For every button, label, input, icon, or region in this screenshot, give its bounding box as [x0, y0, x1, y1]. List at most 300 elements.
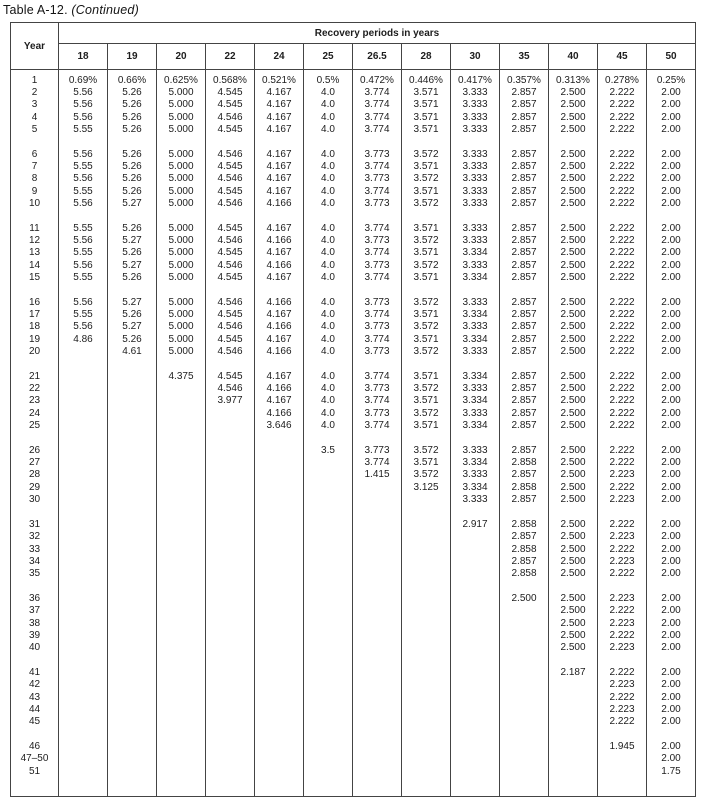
value-cell — [59, 593, 108, 605]
spacer-cell — [206, 137, 255, 149]
value-cell: 2.222 — [598, 297, 647, 309]
value-cell: 4.0 — [304, 235, 353, 247]
year-cell: 1 — [11, 75, 59, 87]
spacer-cell — [108, 137, 157, 149]
value-cell: 2.00 — [647, 482, 696, 494]
year-cell: 46 — [11, 741, 59, 753]
table-title — [3, 3, 139, 17]
table-row — [11, 247, 696, 259]
value-cell: 4.166 — [255, 408, 304, 420]
value-cell: 5.26 — [108, 87, 157, 99]
spacer-cell — [402, 655, 451, 667]
spacer-cell — [500, 211, 549, 223]
value-cell: 5.56 — [59, 87, 108, 99]
table-row — [11, 716, 696, 728]
value-cell — [304, 716, 353, 728]
year-cell: 45 — [11, 716, 59, 728]
value-cell: 4.0 — [304, 161, 353, 173]
value-cell — [255, 753, 304, 765]
value-cell: 2.857 — [500, 445, 549, 457]
spacer-cell — [451, 359, 500, 371]
spacer-cell — [108, 581, 157, 593]
value-cell: 2.857 — [500, 112, 549, 124]
value-cell: 4.167 — [255, 395, 304, 407]
value-cell: 4.167 — [255, 87, 304, 99]
value-cell: 4.0 — [304, 297, 353, 309]
value-cell: 2.500 — [549, 247, 598, 259]
value-cell: 3.333 — [451, 198, 500, 210]
spacer-cell — [451, 729, 500, 741]
year-cell: 16 — [11, 297, 59, 309]
value-cell: 2.857 — [500, 186, 549, 198]
recovery-periods-header: Recovery periods in years — [59, 23, 696, 44]
value-cell — [59, 395, 108, 407]
value-cell: 5.000 — [157, 87, 206, 99]
value-cell: 0.446% — [402, 75, 451, 87]
value-cell: 5.000 — [157, 223, 206, 235]
value-cell: 5.56 — [59, 173, 108, 185]
value-cell — [304, 679, 353, 691]
value-cell: 2.00 — [647, 99, 696, 111]
spacer-cell — [206, 285, 255, 297]
value-cell: 2.223 — [598, 556, 647, 568]
value-cell — [59, 519, 108, 531]
spacer-cell — [255, 507, 304, 519]
value-cell: 4.0 — [304, 395, 353, 407]
spacer-cell — [353, 655, 402, 667]
value-cell — [500, 704, 549, 716]
value-cell — [353, 630, 402, 642]
year-cell: 32 — [11, 531, 59, 543]
value-cell — [59, 383, 108, 395]
year-cell: 4 — [11, 112, 59, 124]
value-cell: 2.500 — [549, 408, 598, 420]
value-cell: 2.00 — [647, 161, 696, 173]
value-cell: 4.166 — [255, 346, 304, 358]
value-cell: 2.917 — [451, 519, 500, 531]
value-cell: 2.222 — [598, 667, 647, 679]
value-cell — [304, 667, 353, 679]
value-cell — [255, 630, 304, 642]
value-cell — [304, 753, 353, 765]
table-row — [11, 321, 696, 333]
value-cell: 2.00 — [647, 235, 696, 247]
block-gap-row — [11, 137, 696, 149]
value-cell: 3.773 — [353, 198, 402, 210]
value-cell: 2.500 — [549, 173, 598, 185]
value-cell — [255, 667, 304, 679]
value-cell: 3.571 — [402, 87, 451, 99]
value-cell: 2.223 — [598, 679, 647, 691]
value-cell: 2.00 — [647, 173, 696, 185]
value-cell — [157, 704, 206, 716]
value-cell — [59, 618, 108, 630]
spacer-cell — [108, 285, 157, 297]
value-cell: 4.0 — [304, 334, 353, 346]
spacer-cell — [647, 285, 696, 297]
value-cell: 4.545 — [206, 371, 255, 383]
value-cell — [206, 766, 255, 778]
value-cell: 2.222 — [598, 371, 647, 383]
value-cell — [353, 544, 402, 556]
value-cell — [108, 679, 157, 691]
value-cell: 1.945 — [598, 741, 647, 753]
value-cell — [255, 679, 304, 691]
value-cell — [59, 667, 108, 679]
value-cell: 3.572 — [402, 149, 451, 161]
value-cell: 2.857 — [500, 198, 549, 210]
value-cell: 4.0 — [304, 99, 353, 111]
value-cell: 2.223 — [598, 618, 647, 630]
table-row — [11, 753, 696, 765]
value-cell — [304, 704, 353, 716]
value-cell: 2.857 — [500, 235, 549, 247]
value-cell: 4.0 — [304, 272, 353, 284]
year-cell: 44 — [11, 704, 59, 716]
value-cell — [451, 704, 500, 716]
year-cell: 33 — [11, 544, 59, 556]
year-cell: 22 — [11, 383, 59, 395]
year-cell: 30 — [11, 494, 59, 506]
value-cell — [108, 395, 157, 407]
value-cell — [500, 618, 549, 630]
value-cell — [500, 716, 549, 728]
value-cell — [157, 469, 206, 481]
year-cell: 26 — [11, 445, 59, 457]
table-row — [11, 420, 696, 432]
year-cell: 14 — [11, 260, 59, 272]
year-cell: 8 — [11, 173, 59, 185]
spacer-cell — [11, 507, 59, 519]
value-cell: 2.222 — [598, 568, 647, 580]
spacer-cell — [11, 211, 59, 223]
spacer-cell — [451, 433, 500, 445]
value-cell: 2.222 — [598, 223, 647, 235]
value-cell — [157, 642, 206, 654]
value-cell — [549, 704, 598, 716]
value-cell — [451, 667, 500, 679]
value-cell: 2.00 — [647, 297, 696, 309]
value-cell — [402, 667, 451, 679]
value-cell: 2.222 — [598, 519, 647, 531]
value-cell: 2.500 — [549, 112, 598, 124]
period-header: 22 — [206, 44, 255, 70]
value-cell: 3.774 — [353, 186, 402, 198]
value-cell — [255, 741, 304, 753]
value-cell — [451, 642, 500, 654]
value-cell: 2.857 — [500, 124, 549, 136]
value-cell: 2.222 — [598, 383, 647, 395]
value-cell: 4.166 — [255, 235, 304, 247]
value-cell — [402, 704, 451, 716]
value-cell: 2.858 — [500, 568, 549, 580]
spacer-cell — [157, 359, 206, 371]
spacer-cell — [157, 211, 206, 223]
value-cell: 5.26 — [108, 272, 157, 284]
value-cell — [206, 679, 255, 691]
value-cell: 2.00 — [647, 309, 696, 321]
value-cell — [255, 618, 304, 630]
value-cell — [549, 692, 598, 704]
value-cell: 2.500 — [549, 235, 598, 247]
table-row — [11, 235, 696, 247]
value-cell: 5.56 — [59, 112, 108, 124]
table-row — [11, 630, 696, 642]
value-cell: 4.545 — [206, 309, 255, 321]
table-row — [11, 346, 696, 358]
value-cell — [353, 568, 402, 580]
bottom-filler-row — [11, 778, 696, 796]
spacer-cell — [647, 433, 696, 445]
value-cell — [157, 741, 206, 753]
table-row — [11, 519, 696, 531]
value-cell: 3.571 — [402, 457, 451, 469]
value-cell: 2.222 — [598, 149, 647, 161]
block-gap-row — [11, 581, 696, 593]
value-cell — [255, 692, 304, 704]
value-cell: 2.00 — [647, 716, 696, 728]
value-cell: 2.00 — [647, 593, 696, 605]
value-cell: 3.571 — [402, 420, 451, 432]
value-cell: 0.521% — [255, 75, 304, 87]
value-cell — [108, 630, 157, 642]
spacer-cell — [255, 581, 304, 593]
spacer-cell — [11, 655, 59, 667]
value-cell: 2.500 — [549, 531, 598, 543]
value-cell: 2.00 — [647, 408, 696, 420]
value-cell: 2.857 — [500, 173, 549, 185]
value-cell: 2.857 — [500, 531, 549, 543]
value-cell: 5.55 — [59, 186, 108, 198]
value-cell — [108, 605, 157, 617]
value-cell: 2.222 — [598, 198, 647, 210]
spacer-cell — [11, 581, 59, 593]
spacer-cell — [402, 581, 451, 593]
value-cell: 5.000 — [157, 272, 206, 284]
table-row — [11, 309, 696, 321]
year-cell: 36 — [11, 593, 59, 605]
value-cell: 2.00 — [647, 87, 696, 99]
spacer-cell — [549, 507, 598, 519]
value-cell: 2.00 — [647, 346, 696, 358]
value-cell: 2.500 — [549, 297, 598, 309]
value-cell: 3.334 — [451, 395, 500, 407]
value-cell: 3.333 — [451, 149, 500, 161]
value-cell — [206, 445, 255, 457]
value-cell: 5.55 — [59, 161, 108, 173]
spacer-cell — [304, 285, 353, 297]
value-cell: 2.500 — [549, 642, 598, 654]
table-body — [11, 70, 696, 797]
year-cell: 17 — [11, 309, 59, 321]
value-cell — [549, 741, 598, 753]
value-cell: 3.333 — [451, 124, 500, 136]
value-cell — [255, 519, 304, 531]
value-cell: 2.500 — [549, 556, 598, 568]
value-cell — [255, 716, 304, 728]
value-cell: 4.545 — [206, 334, 255, 346]
value-cell: 4.546 — [206, 260, 255, 272]
value-cell: 2.857 — [500, 297, 549, 309]
value-cell — [598, 753, 647, 765]
year-cell: 12 — [11, 235, 59, 247]
value-cell: 3.572 — [402, 469, 451, 481]
value-cell: 2.223 — [598, 494, 647, 506]
value-cell: 2.187 — [549, 667, 598, 679]
value-cell: 2.500 — [549, 149, 598, 161]
value-cell: 2.00 — [647, 334, 696, 346]
value-cell: 3.333 — [451, 235, 500, 247]
value-cell — [500, 753, 549, 765]
spacer-cell — [402, 729, 451, 741]
value-cell: 2.00 — [647, 395, 696, 407]
value-cell: 2.500 — [549, 260, 598, 272]
spacer-cell — [59, 211, 108, 223]
value-cell — [157, 383, 206, 395]
value-cell: 5.27 — [108, 297, 157, 309]
spacer-cell — [255, 211, 304, 223]
value-cell: 2.222 — [598, 457, 647, 469]
value-cell: 5.000 — [157, 124, 206, 136]
value-cell: 2.222 — [598, 247, 647, 259]
value-cell — [451, 556, 500, 568]
value-cell — [255, 469, 304, 481]
value-cell: 2.00 — [647, 642, 696, 654]
value-cell — [353, 692, 402, 704]
table-row — [11, 161, 696, 173]
value-cell — [451, 593, 500, 605]
value-cell — [157, 531, 206, 543]
value-cell: 5.56 — [59, 235, 108, 247]
year-cell: 38 — [11, 618, 59, 630]
value-cell: 4.166 — [255, 198, 304, 210]
period-header: 30 — [451, 44, 500, 70]
year-cell: 18 — [11, 321, 59, 333]
period-header: 45 — [598, 44, 647, 70]
year-cell: 37 — [11, 605, 59, 617]
value-cell — [59, 531, 108, 543]
value-cell: 2.00 — [647, 186, 696, 198]
value-cell — [108, 519, 157, 531]
value-cell — [157, 568, 206, 580]
value-cell: 3.334 — [451, 334, 500, 346]
year-cell: 5 — [11, 124, 59, 136]
value-cell: 4.166 — [255, 297, 304, 309]
table-row — [11, 556, 696, 568]
value-cell — [304, 482, 353, 494]
year-cell: 9 — [11, 186, 59, 198]
period-header: 28 — [402, 44, 451, 70]
value-cell: 3.774 — [353, 272, 402, 284]
value-cell: 1.415 — [353, 469, 402, 481]
spacer-cell — [59, 433, 108, 445]
value-cell — [59, 371, 108, 383]
value-cell: 0.472% — [353, 75, 402, 87]
value-cell: 2.00 — [647, 544, 696, 556]
value-cell: 4.0 — [304, 173, 353, 185]
value-cell: 3.572 — [402, 198, 451, 210]
table-row — [11, 766, 696, 778]
value-cell — [304, 469, 353, 481]
value-cell: 2.500 — [549, 223, 598, 235]
spacer-cell — [304, 359, 353, 371]
table-row — [11, 297, 696, 309]
spacer-cell — [549, 655, 598, 667]
value-cell: 3.571 — [402, 334, 451, 346]
value-cell: 2.857 — [500, 161, 549, 173]
value-cell: 2.00 — [647, 679, 696, 691]
value-cell — [304, 544, 353, 556]
value-cell: 5.000 — [157, 346, 206, 358]
value-cell: 4.0 — [304, 260, 353, 272]
value-cell: 2.00 — [647, 445, 696, 457]
value-cell: 2.500 — [549, 445, 598, 457]
value-cell: 4.0 — [304, 420, 353, 432]
value-cell: 2.00 — [647, 223, 696, 235]
table-row — [11, 260, 696, 272]
table-row — [11, 173, 696, 185]
value-cell — [108, 618, 157, 630]
value-cell: 4.167 — [255, 112, 304, 124]
value-cell — [59, 753, 108, 765]
value-cell: 2.222 — [598, 716, 647, 728]
spacer-cell — [59, 285, 108, 297]
value-cell: 2.500 — [549, 334, 598, 346]
spacer-cell — [206, 433, 255, 445]
value-cell — [402, 766, 451, 778]
value-cell: 2.500 — [549, 469, 598, 481]
value-cell: 2.500 — [549, 395, 598, 407]
year-cell: 21 — [11, 371, 59, 383]
value-cell — [255, 494, 304, 506]
value-cell — [206, 531, 255, 543]
spacer-cell — [304, 211, 353, 223]
spacer-cell — [255, 729, 304, 741]
value-cell: 2.223 — [598, 593, 647, 605]
value-cell: 2.857 — [500, 346, 549, 358]
value-cell — [108, 716, 157, 728]
value-cell: 2.223 — [598, 642, 647, 654]
value-cell: 5.56 — [59, 297, 108, 309]
value-cell: 2.857 — [500, 395, 549, 407]
spacer-cell — [647, 359, 696, 371]
value-cell — [157, 716, 206, 728]
year-cell: 42 — [11, 679, 59, 691]
value-cell: 5.000 — [157, 334, 206, 346]
value-cell — [451, 531, 500, 543]
value-cell: 5.26 — [108, 309, 157, 321]
value-cell — [255, 531, 304, 543]
value-cell: 3.774 — [353, 457, 402, 469]
value-cell: 0.278% — [598, 75, 647, 87]
value-cell — [157, 593, 206, 605]
value-cell: 4.0 — [304, 408, 353, 420]
value-cell: 5.55 — [59, 124, 108, 136]
value-cell — [255, 704, 304, 716]
value-cell: 2.500 — [549, 420, 598, 432]
spacer-cell — [598, 581, 647, 593]
value-cell — [206, 568, 255, 580]
value-cell: 3.333 — [451, 260, 500, 272]
value-cell: 5.55 — [59, 309, 108, 321]
year-cell: 39 — [11, 630, 59, 642]
year-cell: 10 — [11, 198, 59, 210]
value-cell: 4.0 — [304, 112, 353, 124]
value-cell — [304, 593, 353, 605]
value-cell — [353, 766, 402, 778]
value-cell: 2.222 — [598, 544, 647, 556]
spacer-cell — [11, 285, 59, 297]
